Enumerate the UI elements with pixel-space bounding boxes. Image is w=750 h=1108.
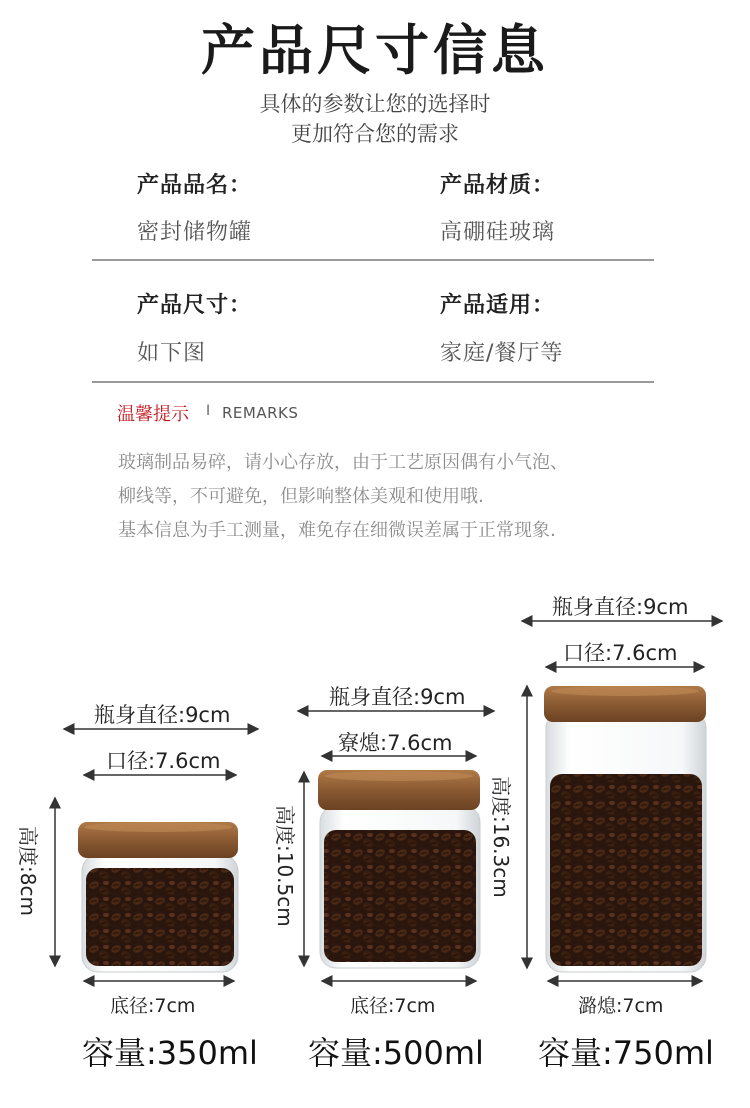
product-material-value: 高硼硅玻璃 <box>440 220 556 245</box>
remarks-title-en: REMARKS <box>222 404 299 422</box>
jar-1-base-diameter: 底径:7cm <box>110 995 196 1017</box>
jar-3-height: 高度:16.3cm <box>489 776 513 898</box>
jar-2-capacity: 容量:500ml <box>308 1034 484 1072</box>
jar-3-body-diameter: 瓶身直径:9cm <box>552 595 689 619</box>
product-usage-label: 产品适用： <box>440 293 556 318</box>
jar-2-height: 高度:10.5cm <box>273 805 297 927</box>
product-size-label: 产品尺寸： <box>137 293 253 318</box>
remarks-line-1: 玻璃制品易碎，请小心存放，由于工艺原因偶有小气泡、 <box>118 452 568 473</box>
jar-large <box>522 621 722 981</box>
jar-2-base-diameter: 底径:7cm <box>350 995 436 1017</box>
product-name-label: 产品品名： <box>137 173 253 198</box>
remarks-line-3: 基本信息为手工测量，难免存在细微误差属于正常现象. <box>118 520 556 541</box>
jar-3-mouth-diameter: 口径:7.6cm <box>563 641 678 665</box>
product-name-value: 密封储物罐 <box>137 220 253 245</box>
jar-3-base-diameter: 潞熄:7cm <box>578 995 664 1017</box>
jar-1-capacity: 容量:350ml <box>82 1034 258 1072</box>
jar-1-mouth-diameter: 口径:7.6cm <box>106 749 221 773</box>
product-usage-value: 家庭/餐厅等 <box>440 341 564 366</box>
remarks-separator: I <box>206 403 211 419</box>
jar-1-body-diameter: 瓶身直径:9cm <box>94 703 231 727</box>
remarks-title: 温馨提示 <box>117 404 189 425</box>
subtitle-line-2: 更加符合您的需求 <box>291 122 459 146</box>
jar-1-height: 高度:8cm <box>16 826 40 916</box>
page-title: 产品尺寸信息 <box>201 19 549 82</box>
jar-2-mouth-diameter: 寮熄:7.6cm <box>338 731 453 755</box>
subtitle-line-1: 具体的参数让您的选择时 <box>259 92 491 116</box>
remarks-line-2: 柳线等，不可避免，但影响整体美观和使用哦. <box>118 486 484 507</box>
product-material-label: 产品材质： <box>440 173 556 198</box>
product-size-value: 如下图 <box>137 341 207 366</box>
jar-2-body-diameter: 瓶身直径:9cm <box>329 685 466 709</box>
jar-3-capacity: 容量:750ml <box>538 1034 714 1072</box>
